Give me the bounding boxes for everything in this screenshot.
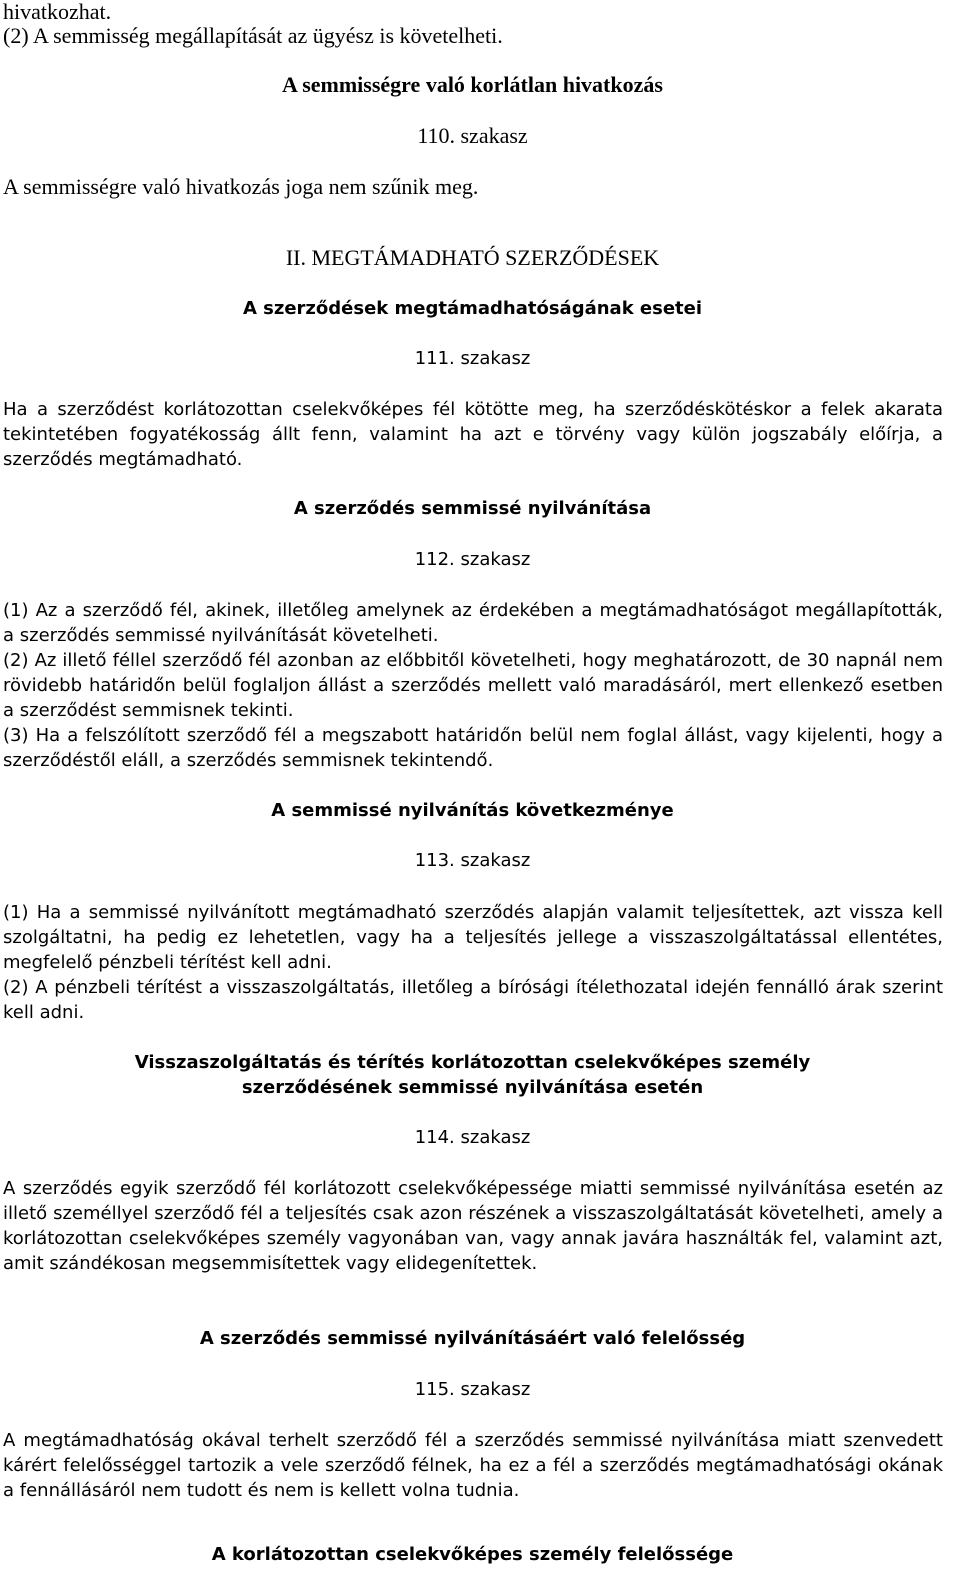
section-111-number: 111. szakasz [414,348,531,369]
section-112-paragraph-1: (1) Az a szerződő fél, akinek, illetőleg amelynek az érdekében a megtámadhatóságot megállapították, a szerződés semmissé nyilvánítását követelheti. [3,600,943,646]
section-110-number: 110. szakasz [417,123,528,148]
top-line-2: (2) A semmisség megállapítását az ügyész is követelheti. [3,23,503,48]
section-116-heading: A korlátozottan cselekvőképes személy felelőssége [211,1544,734,1565]
part-2-title: II. MEGTÁMADHATÓ SZERZŐDÉSEK [285,245,660,270]
section-114-number: 114. szakasz [414,1127,531,1148]
section-112-number: 112. szakasz [414,549,531,570]
section-115-number: 115. szakasz [414,1379,531,1400]
section-112-heading: A szerződés semmissé nyilvánítása [293,498,652,519]
section-115-heading: A szerződés semmissé nyilvánításáért való felelősség [199,1328,746,1349]
section-114-heading-line-2: szerződésének semmissé nyilvánítása esetén [241,1077,704,1098]
section-112-paragraph-3: (3) Ha a felszólított szerződő fél a megszabott határidőn belül nem foglal állást, vagy kijelenti, hogy a szerződéstől eláll, a szerződés semmisnek tekintendő. [3,725,943,771]
section-113-paragraph-1: (1) Ha a semmissé nyilvánított megtámadható szerződés alapján valamit teljesítettek, azt vissza kell szolgáltatni, ha pedig ez lehetetlen, vagy ha a teljesítés jellege a visszaszolgáltatással ellentétes, megfelelő pénzbeli térítést kell adni. [3,902,943,973]
section-115-text: A megtámadhatóság okával terhelt szerződő fél a szerződés semmissé nyilvánítása miatt szenvedett kárért felelősséggel tartozik a vele szerződő félnek, ha ez a fél a szerződés megtámadhatósági okának a fennállásáról nem tudott és nem is kellett volna tudnia. [3,1430,943,1501]
section-113-paragraph-2: (2) A pénzbeli térítést a visszaszolgáltatás, illetőleg a bírósági ítélethozatal idején fennálló árak szerint kell adni. [3,977,943,1023]
section-113-number: 113. szakasz [414,850,531,871]
top-line-1: hivatkozhat. [3,0,112,24]
section-114-text: A szerződés egyik szerződő fél korlátozott cselekvőképessége miatti semmissé nyilvánítása esetén az illető személlyel szerződő fél a teljesítés csak azon részének a visszaszolgáltatását követelheti, amely a korlátozottan cselekvőképes személy vagyonában van, vagy annak javára használták fel, valamint azt, amit szándékosan megsemmisítettek vagy elidegenítettek. [3,1178,943,1274]
section-111-heading: A szerződések megtámadhatóságának esetei [242,298,703,319]
section-110-heading: A semmisségre való korlátlan hivatkozás [282,72,663,97]
section-112-paragraph-2: (2) Az illető féllel szerződő fél azonban az előbbitől követelheti, hogy meghatározott, de 30 napnál nem rövidebb határidőn belül foglaljon állást a szerződés mellett való maradásáról, mert ellenkező esetben a szerződést semmisnek tekinti. [3,650,943,721]
section-111-text: Ha a szerződést korlátozottan cselekvőképes fél kötötte meg, ha szerződéskötéskor a felek akarata tekintetében fogyatékosság állt fenn, valamint ha azt e törvény vagy külön jogszabály előírja, a szerződés megtámadható. [3,399,943,470]
section-114-heading-line-1: Visszaszolgáltatás és térítés korlátozottan cselekvőképes személy [134,1052,811,1073]
section-110-text: A semmisségre való hivatkozás joga nem szűnik meg. [3,174,479,199]
section-113-heading: A semmissé nyilvánítás következménye [271,800,674,821]
